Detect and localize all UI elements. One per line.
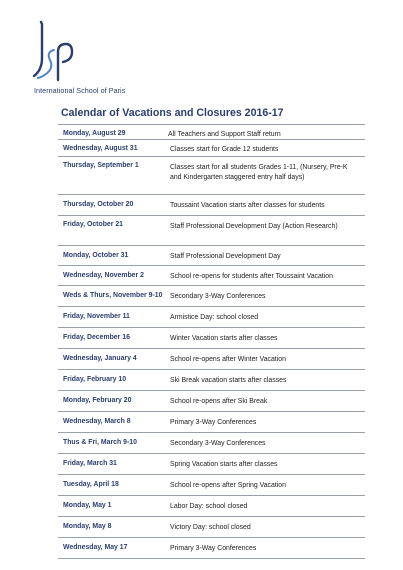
table-row <box>58 286 365 307</box>
date-cell: Friday, November 11 <box>63 313 130 320</box>
date-cell: Wednesday, March 8 <box>63 418 131 425</box>
event-cell: Toussaint Vacation starts after classes for students <box>170 202 325 209</box>
table-row <box>58 412 365 433</box>
event-cell: Staff Professional Development Day <box>170 253 281 260</box>
event-cell: Secondary 3-Way Conferences <box>170 293 266 300</box>
jsp-logo-icon <box>30 20 90 84</box>
table-row <box>58 370 365 391</box>
table-row <box>58 433 365 454</box>
date-cell: Wednesday, January 4 <box>63 355 137 362</box>
event-cell: Labor Day: school closed <box>170 503 248 510</box>
calendar-table <box>58 124 365 559</box>
table-row <box>58 517 365 538</box>
date-cell: Monday, May 1 <box>63 502 112 509</box>
table-row <box>58 216 365 246</box>
date-cell: Friday, December 16 <box>63 334 130 341</box>
table-row <box>58 538 365 559</box>
table-row <box>58 349 365 370</box>
event-cell: Primary 3-Way Conferences <box>170 419 257 426</box>
date-cell: Wednesday, November 2 <box>63 272 144 279</box>
date-cell: Friday, October 21 <box>63 221 123 228</box>
table-row <box>58 454 365 475</box>
event-cell: Staff Professional Development Day (Action Research) <box>170 223 338 230</box>
date-cell: Monday, May 8 <box>63 523 112 530</box>
event-cell: Armistice Day: school closed <box>170 314 259 321</box>
table-row <box>58 391 365 412</box>
event-cell: School re-opens for students after Toussaint Vacation <box>170 273 333 280</box>
table-row <box>58 328 365 349</box>
date-cell: Friday, February 10 <box>63 376 127 383</box>
event-cell: Classes start for Grade 12 students <box>170 146 279 153</box>
school-name: International School of Paris <box>34 86 126 95</box>
date-cell: Monday, February 20 <box>63 397 132 404</box>
event-cell: Spring Vacation starts after classes <box>170 461 278 468</box>
date-cell: Friday, March 31 <box>63 460 117 467</box>
event-cell: Winter Vacation starts after classes <box>170 335 278 342</box>
page-title: Calendar of Vacations and Closures 2016-17 <box>61 107 284 119</box>
event-cell: Victory Day: school closed <box>170 524 251 531</box>
date-cell: Tuesday, April 18 <box>63 481 119 488</box>
event-cell: Classes start for all students Grades 1-11, (Nursery, Pre-K and Kindergarten staggered entry half days) <box>170 164 348 181</box>
date-cell: Thursday, September 1 <box>63 162 139 169</box>
table-row <box>58 266 365 286</box>
event-cell: All Teachers and Support Staff return <box>168 131 281 138</box>
date-cell: Thursday, October 20 <box>63 201 134 208</box>
date-cell: Thus & Fri, March 9-10 <box>63 439 137 446</box>
event-cell: Primary 3-Way Conferences <box>170 545 257 552</box>
event-cell: School re-opens after Winter Vacation <box>170 356 286 363</box>
date-cell: Monday, October 31 <box>63 252 129 259</box>
table-row <box>58 157 365 195</box>
table-row <box>58 475 365 496</box>
table-row <box>58 246 365 266</box>
date-cell: Wednesday, August 31 <box>63 145 138 152</box>
date-cell: Monday, August 29 <box>63 130 126 137</box>
date-cell: Weds & Thurs, November 9-10 <box>63 292 163 299</box>
table-row <box>58 125 365 140</box>
table-row <box>58 195 365 216</box>
table-row <box>58 307 365 328</box>
event-cell: Ski Break vacation starts after classes <box>170 377 287 384</box>
event-cell: School re-opens after Spring Vacation <box>170 482 286 489</box>
table-row <box>58 140 365 157</box>
date-cell: Wednesday, May 17 <box>63 544 128 551</box>
school-logo <box>30 20 90 84</box>
event-cell: Secondary 3-Way Conferences <box>170 440 266 447</box>
table-row <box>58 496 365 517</box>
event-cell: School re-opens after Ski Break <box>170 398 268 405</box>
